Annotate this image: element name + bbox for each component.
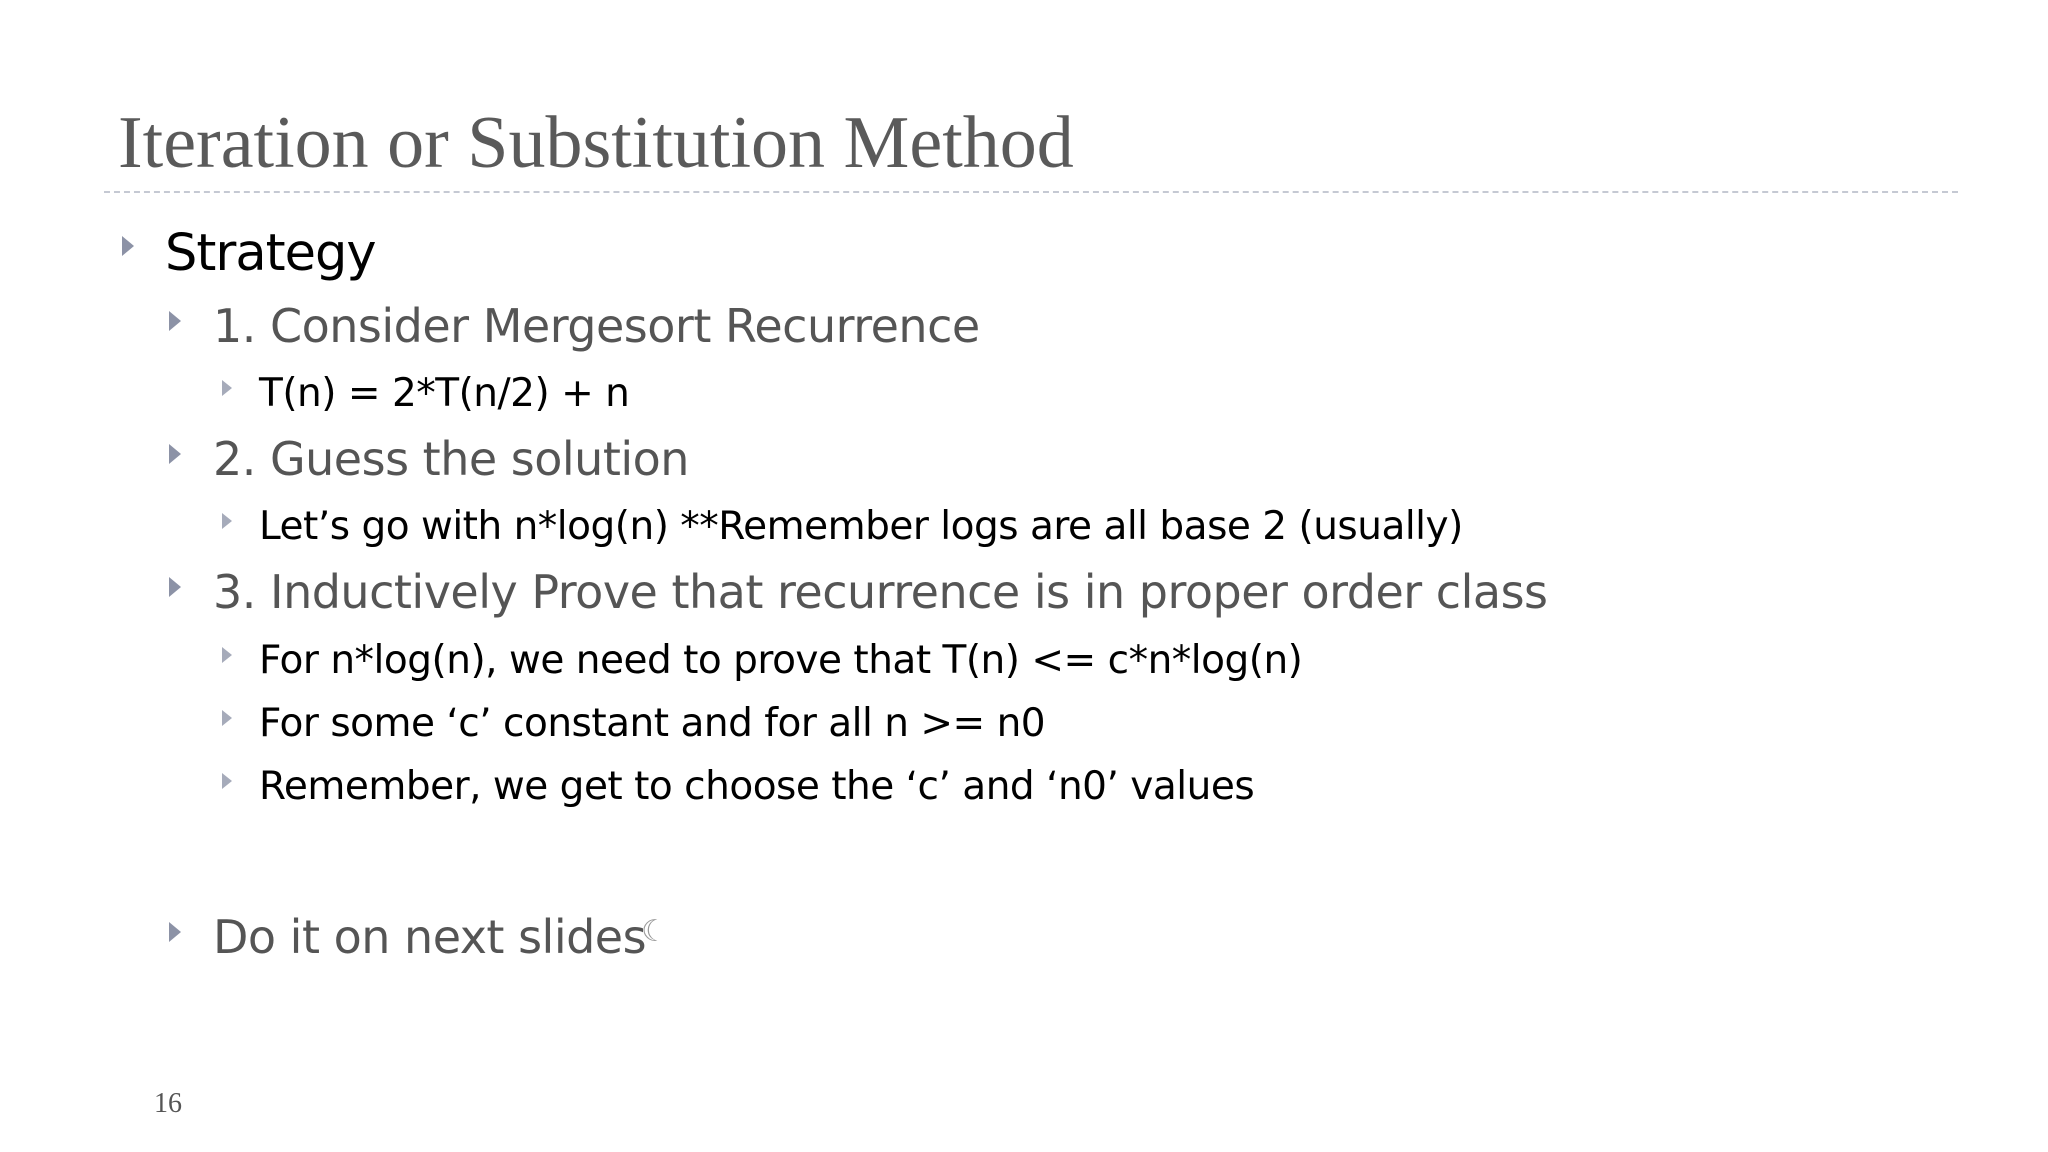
title-divider [104, 191, 1958, 193]
slide-title: Iteration or Substitution Method [118, 102, 1074, 184]
bullet-marker-icon [222, 710, 232, 726]
bullet-strategy: Strategy [165, 224, 376, 283]
bullet-proof-goal: For n*log(n), we need to prove that T(n) <= c*n*log(n) [259, 638, 1303, 683]
bullet-guess: Let’s go with n*log(n) **Remember logs are all base 2 (usually) [259, 504, 1463, 549]
bullet-step-2: 2. Guess the solution [213, 432, 689, 486]
bullet-marker-icon [222, 513, 232, 529]
bullet-marker-icon [122, 236, 134, 256]
bullet-marker-icon [222, 773, 232, 789]
bullet-marker-icon [169, 922, 181, 942]
page-number: 16 [154, 1088, 182, 1119]
crescent-moon-icon: ☾ [641, 914, 668, 949]
bullet-marker-icon [169, 577, 181, 597]
bullet-step-3: 3. Inductively Prove that recurrence is in proper order class [213, 565, 1548, 619]
bullet-marker-icon [222, 647, 232, 663]
bullet-marker-icon [169, 444, 181, 464]
bullet-choose-values: Remember, we get to choose the ‘c’ and ‘n0’ values [259, 764, 1255, 809]
bullet-marker-icon [169, 311, 181, 331]
bullet-step-1: 1. Consider Mergesort Recurrence [213, 299, 980, 353]
bullet-next-slides: Do it on next slides [213, 910, 647, 964]
bullet-marker-icon [222, 380, 232, 396]
bullet-recurrence: T(n) = 2*T(n/2) + n [259, 371, 630, 416]
bullet-constant: For some ‘c’ constant and for all n >= n0 [259, 701, 1046, 746]
